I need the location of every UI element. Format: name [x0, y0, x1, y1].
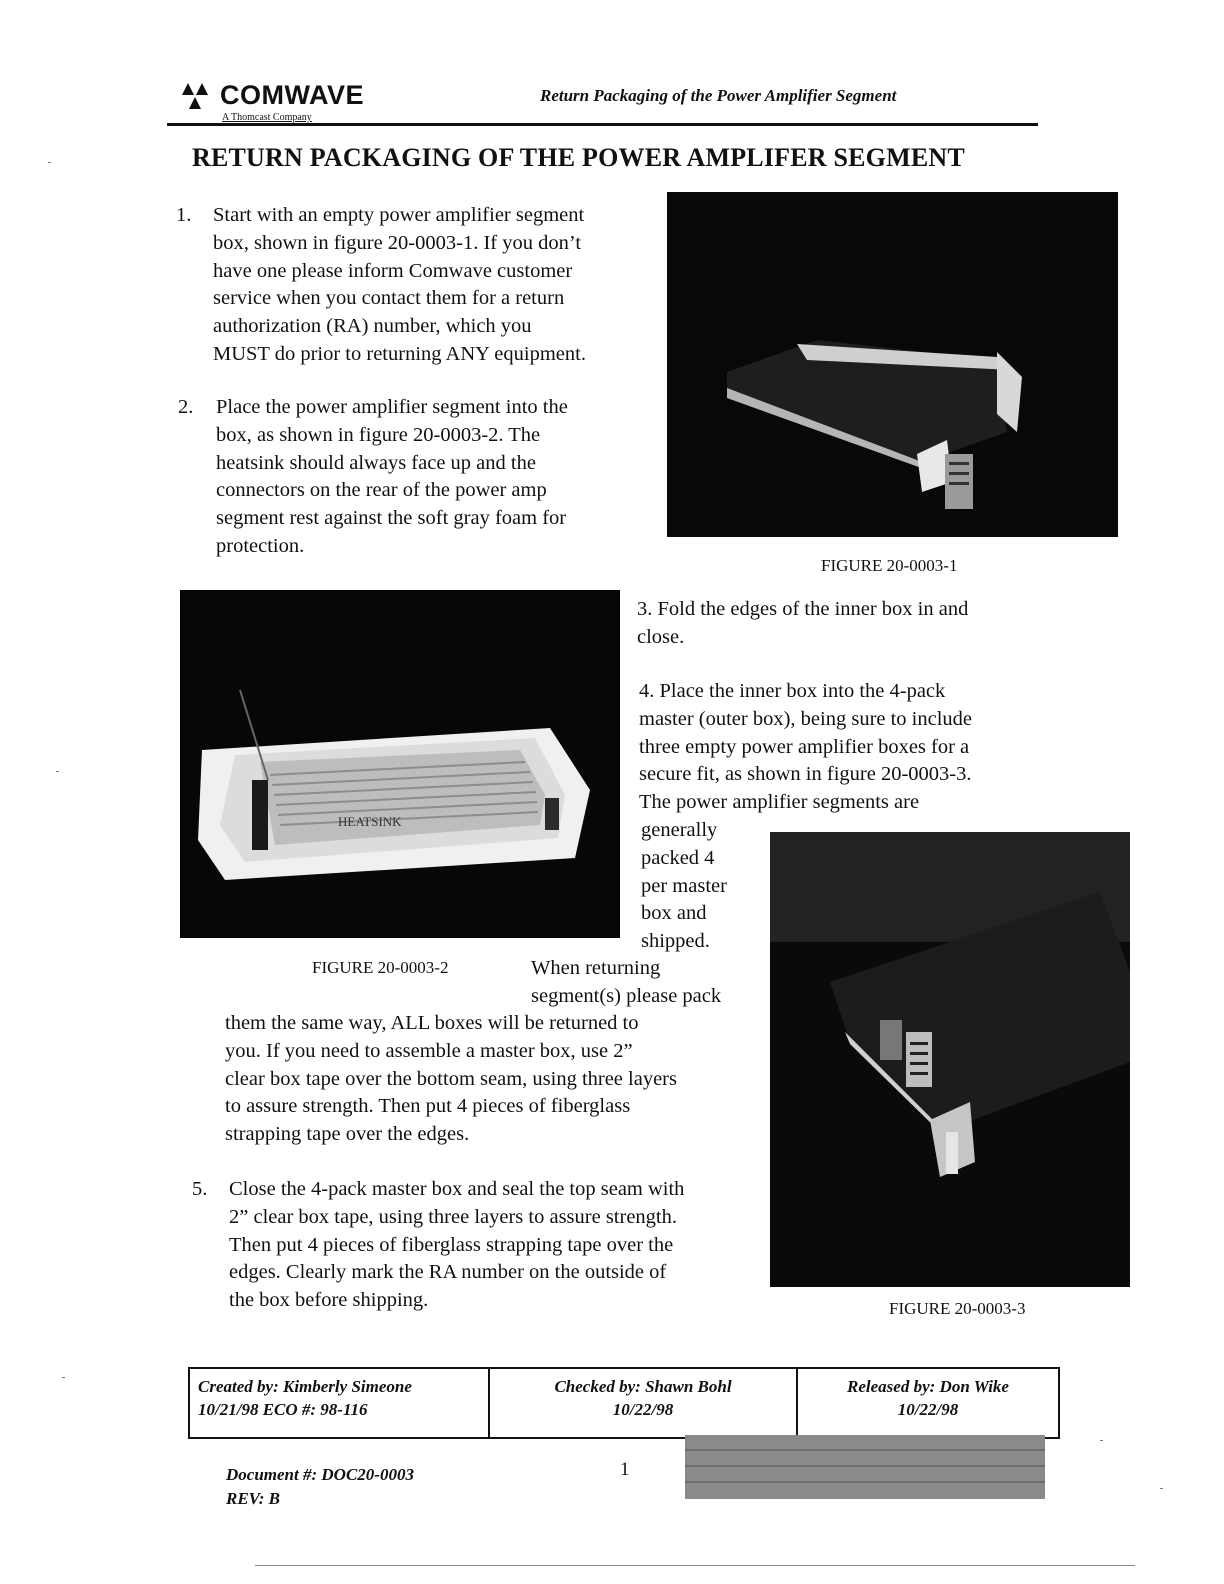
scan-speck: [48, 162, 51, 163]
document-info: [226, 1463, 414, 1511]
scan-speck: [56, 771, 59, 772]
step-line: Then put 4 pieces of fiberglass strapping tape over the: [229, 1233, 674, 1256]
step-line: Close the 4-pack master box and seal the top seam with: [229, 1178, 685, 1200]
step-line: three empty power amplifier boxes for a: [639, 735, 970, 758]
step-line: protection.: [216, 534, 305, 557]
created-by-cell: [190, 1369, 490, 1437]
step-line: box, as shown in figure 20-0003-2. The: [216, 423, 541, 446]
step-line: per master: [641, 874, 727, 897]
figure-1-caption: FIGURE 20-0003-1: [821, 556, 958, 575]
step-1-text: [213, 202, 663, 369]
step-4-text-mid: [531, 955, 766, 1011]
scan-speck: [1100, 1440, 1103, 1441]
page-number: 1: [620, 1459, 630, 1480]
step-line: connectors on the rear of the power amp: [216, 479, 547, 502]
header-section-title: Return Packaging of the Power Amplifier Segment: [540, 86, 897, 105]
page-title: RETURN PACKAGING OF THE POWER AMPLIFER SEGMENT: [192, 143, 965, 172]
created-by: Created by: Kimberly Simeone: [198, 1377, 412, 1396]
released-by: Released by: Don Wike: [847, 1377, 1009, 1396]
company-logo: [178, 80, 364, 111]
figure-1-photo: [667, 192, 1118, 537]
step-4-text-cont: [225, 1010, 765, 1149]
step-line: generally: [641, 819, 718, 841]
step-line: 4. Place the inner box into the 4-pack: [639, 680, 946, 702]
checked-by: Checked by: Shawn Bohl: [554, 1377, 732, 1396]
company-tagline: A Thomcast Company: [222, 112, 312, 123]
heatsink-label: HEATSINK: [338, 814, 402, 829]
approval-table: [188, 1367, 1060, 1439]
figure-3-caption: FIGURE 20-0003-3: [889, 1299, 1026, 1318]
company-name: COMWAVE: [220, 80, 364, 110]
step-2-text: [216, 394, 656, 561]
released-by-cell: [798, 1369, 1058, 1437]
scan-speck: [62, 1377, 65, 1378]
released-date: 10/22/98: [897, 1400, 959, 1419]
step-line: MUST do prior to returning ANY equipment.: [213, 342, 586, 365]
stamp-text-line: [685, 1449, 1045, 1451]
figure-2-photo: [180, 590, 620, 938]
step-line: Place the power amplifier segment into the: [216, 396, 568, 418]
page-bottom-rule: [255, 1565, 1135, 1566]
step-line: Start with an empty power amplifier segment: [213, 204, 585, 226]
step-line: close.: [637, 625, 685, 648]
step-line: packed 4: [641, 846, 715, 869]
step-3-text: [637, 596, 1057, 652]
segment-in-box-image: [180, 590, 620, 938]
empty-box-image: [667, 192, 1118, 537]
step-4-text-wide: [639, 678, 1049, 817]
step-4-text-narrow: [641, 817, 766, 956]
figure-3-photo: [770, 832, 1130, 1287]
checked-date: 10/22/98: [612, 1400, 674, 1419]
step-line: the box before shipping.: [229, 1289, 429, 1312]
master-box-image: [770, 832, 1130, 1287]
step-1-number: 1.: [176, 204, 192, 226]
step-5-number: 5.: [192, 1178, 208, 1200]
step-line: them the same way, ALL boxes will be returned to: [225, 1012, 639, 1034]
created-date-eco: 10/21/98 ECO #: 98-116: [198, 1400, 368, 1419]
step-line: secure fit, as shown in figure 20-0003-3.: [639, 763, 972, 786]
checked-by-cell: [490, 1369, 798, 1437]
step-5-text: [229, 1176, 769, 1315]
step-line: you. If you need to assemble a master box, use 2”: [225, 1039, 633, 1062]
step-line: box, shown in figure 20-0003-1. If you don’t: [213, 231, 582, 254]
step-line: segment(s) please pack: [531, 984, 722, 1007]
revision: REV: B: [226, 1489, 281, 1508]
step-line: clear box tape over the bottom seam, using three layers: [225, 1067, 677, 1090]
step-line: The power amplifier segments are: [639, 791, 920, 814]
stamp-text-line: [685, 1481, 1045, 1483]
step-2-number: 2.: [178, 396, 194, 418]
header-divider: [167, 123, 1038, 126]
step-line: segment rest against the soft gray foam for: [216, 507, 567, 530]
document-number: Document #: DOC20-0003: [226, 1465, 414, 1484]
scan-speck: [1160, 1488, 1163, 1489]
figure-2-caption: FIGURE 20-0003-2: [312, 958, 449, 977]
step-line: 3. Fold the edges of the inner box in and: [637, 598, 969, 620]
step-line: heatsink should always face up and the: [216, 451, 536, 474]
confidentiality-stamp: [685, 1435, 1045, 1499]
step-line: box and: [641, 902, 707, 925]
step-line: edges. Clearly mark the RA number on the outside of: [229, 1261, 667, 1284]
stamp-text-line: [685, 1465, 1045, 1467]
step-line: 2” clear box tape, using three layers to assure strength.: [229, 1205, 677, 1228]
step-line: have one please inform Comwave customer: [213, 259, 573, 282]
step-line: service when you contact them for a return: [213, 287, 565, 310]
step-line: strapping tape over the edges.: [225, 1123, 470, 1146]
step-line: to assure strength. Then put 4 pieces of fiberglass: [225, 1095, 631, 1118]
step-line: When returning: [531, 957, 661, 979]
step-line: shipped.: [641, 930, 710, 953]
step-line: master (outer box), being sure to include: [639, 707, 973, 730]
step-line: authorization (RA) number, which you: [213, 315, 532, 338]
comwave-logo-icon: [178, 81, 212, 111]
